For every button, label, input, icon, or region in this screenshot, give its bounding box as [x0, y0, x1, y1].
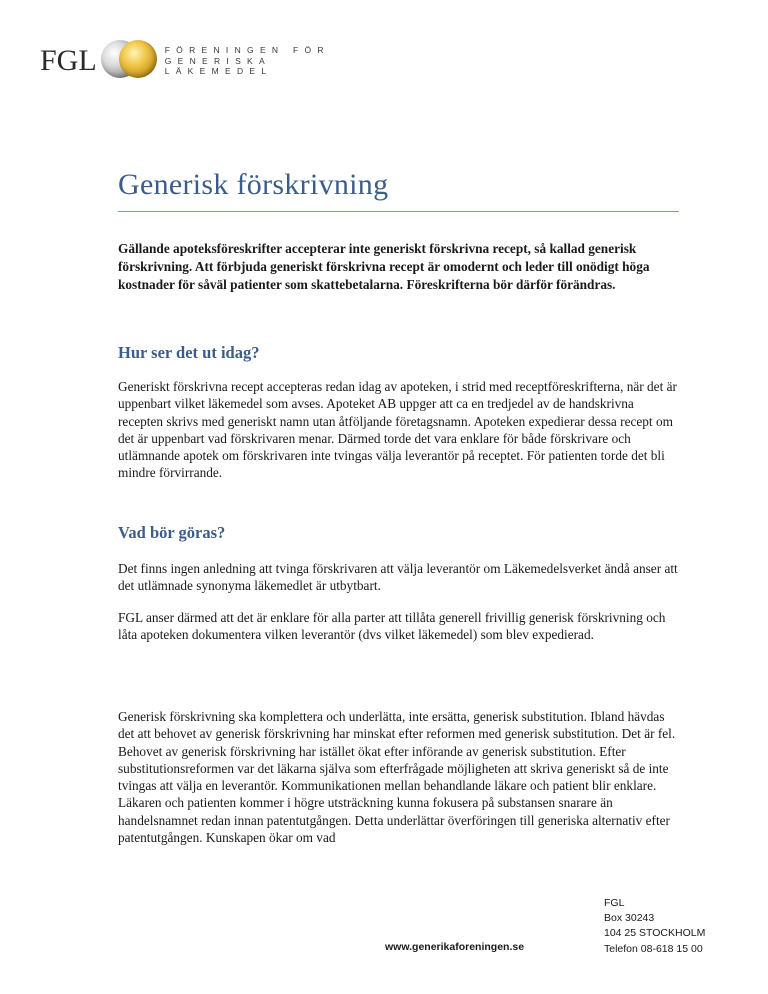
- footer-address: [604, 896, 734, 957]
- section-heading-today: Hur ser det ut idag?: [118, 343, 260, 362]
- logo-line-2: GENERISKA: [164, 55, 271, 66]
- footer-address-org: FGL: [604, 897, 625, 909]
- logo-line-3: LÄKEMEDEL: [164, 66, 273, 77]
- lead-paragraph: Gällande apoteksföreskrifter accepterar inte generiskt förskrivna recept, så kallad generisk förskrivning. Att förbjuda generiskt förskrivna recept är omodernt och leder till onödigt höga kostnader för såväl patienter som skattebetalarna. Föreskrifterna bör därför förändras.: [118, 241, 650, 292]
- page-title: Generisk förskrivning: [118, 168, 389, 201]
- section-today-paragraph: Generiskt förskrivna recept accepteras redan idag av apoteken, i strid med receptföreskrifterna, när det är uppenbart vilket läkemedel som avses. Apoteket AB uppger att ca en tredjedel av de handskrivna recepten skrivs med generiskt namn utan åtföljande företagsnamn. Apoteken expedierar dessa recept om det är uppenbart vad förskrivaren menar. Därmed torde det vara enklare för både förskrivare och utlämnande apotek om förskrivaren inte tvingas välja leverantör på receptet. För patienten torde det bli mindre förvirrande.: [118, 379, 677, 481]
- section-actions-paragraph-3: Generisk förskrivning ska komplettera och underlätta, inte ersätta, generisk substitution. Ibland hävdas det att behovet av generisk förskrivning har minskat efter reformen med generisk substitution. Det är fel. Behovet av generisk förskrivning har istället ökat efter införande av generisk substitution. Efter substitutionsreformen var det läkarna själva som efterfrågade möjligheten att skriva generiskt så de inte tvingas att välja en leverantör. Kommunikationen mellan behandlande läkare och patient blir enklare. Läkaren och patienten kommer i högre utsträckning kunna fokusera på substansen snarare än handelsnamnet redan innan patentutgången. Detta underlättar överföringen till generiska alternativ efter patentutgången. Kunskapen ökar om vad: [118, 709, 676, 846]
- footer-address-phone: Telefon 08-618 15 00: [604, 942, 703, 955]
- footer-address-box: Box 30243: [604, 912, 655, 925]
- coins-logo-icon: [101, 39, 159, 83]
- logo-abbreviation: FGL: [40, 44, 97, 77]
- fgl-logo: [40, 40, 330, 82]
- gold-coin-icon: [119, 40, 157, 78]
- footer-website-link[interactable]: www.generikaforeningen.se: [385, 941, 525, 953]
- footer-address-city: 104 25 STOCKHOLM: [604, 927, 706, 940]
- section-heading-actions: Vad bör göras?: [118, 523, 226, 542]
- title-divider: [118, 211, 679, 212]
- logo-line-1: FÖRENINGEN FÖR: [164, 45, 330, 56]
- section-actions-paragraph-2: FGL anser därmed att det är enklare för alla parter att tillåta generell frivillig generisk förskrivning och låta apoteken dokumentera vilken leverantör (dvs vilket läkemedel) som blev expedierad.: [118, 610, 666, 643]
- section-actions-paragraph-1: Det finns ingen anledning att tvinga förskrivaren att välja leverantör om Läkemedelsverket ändå anser att det utlämnade synonyma läkemedlet är utbytbart.: [118, 561, 678, 594]
- logo-wordmark: [165, 45, 330, 77]
